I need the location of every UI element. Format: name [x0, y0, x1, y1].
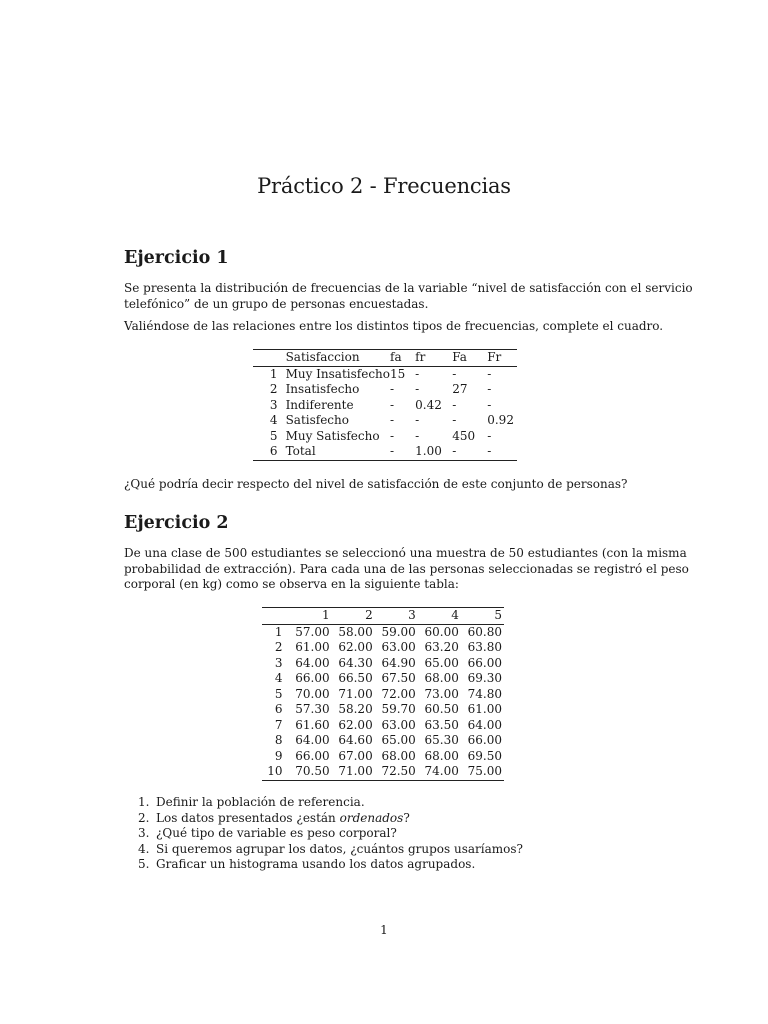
table-cell: 68.00 [381, 748, 416, 763]
table-cell: 15 [390, 366, 406, 381]
table-row [262, 764, 504, 780]
item-text: Graficar un histograma usando los datos agrupados. [156, 857, 476, 871]
table-cell: 59.70 [381, 702, 416, 716]
list-item [138, 811, 523, 827]
table-cell: - [452, 444, 457, 458]
table-cell: 8 [274, 733, 283, 747]
header-cell: 4 [451, 608, 459, 622]
table-cell: - [487, 366, 492, 381]
intro-line: telefónico” de un grupo de personas encuestadas. [124, 296, 429, 311]
table-cell: 65.00 [381, 733, 416, 747]
table-cell: 64.30 [338, 655, 373, 670]
table-cell: Indiferente [285, 397, 354, 412]
table-cell: - [487, 444, 492, 458]
table-cell: - [452, 397, 457, 412]
table-cell: 60.80 [467, 624, 502, 639]
table-header-row [262, 608, 504, 625]
header-cell [262, 608, 289, 625]
table-cell: - [390, 444, 395, 458]
table-cell: 7 [274, 717, 283, 732]
page-number: 1 [380, 923, 388, 937]
table-cell: 5 [274, 686, 283, 701]
list-item [138, 842, 523, 858]
table-cell: 63.00 [381, 640, 416, 654]
header-cell: fa [390, 350, 402, 364]
table-cell: 57.30 [295, 702, 330, 716]
exercise-1-intro [124, 281, 693, 312]
table-cell: Insatisfecho [285, 382, 360, 396]
table-cell: 73.00 [424, 686, 459, 701]
table-cell: 70.00 [295, 686, 330, 701]
item-text: Si queremos agrupar los datos, ¿cuántos grupos usaríamos? [156, 841, 523, 856]
table-cell: - [415, 382, 420, 396]
table-cell: - [390, 382, 395, 396]
table-cell: 2 [274, 640, 283, 654]
table-header-row [253, 350, 517, 367]
table-cell: 66.00 [295, 748, 330, 763]
table-cell: Satisfecho [285, 413, 349, 427]
table-cell: - [415, 413, 420, 427]
table-cell: 59.00 [381, 624, 416, 639]
table-cell: 64.60 [338, 733, 373, 747]
table-cell: 3 [274, 655, 283, 670]
table-cell: 6 [269, 444, 278, 458]
table-cell: Total [285, 444, 316, 458]
table-cell: 69.30 [467, 671, 502, 685]
table-row [262, 640, 504, 656]
table-cell: 69.50 [467, 748, 502, 763]
table-cell: 27 [452, 382, 468, 396]
table-cell: 64.00 [295, 655, 330, 670]
exercise-1-question [124, 477, 646, 493]
table-cell: 0.42 [415, 397, 442, 412]
item-number: 2. [138, 810, 150, 825]
table-cell: 60.50 [424, 702, 459, 716]
table-cell: 71.00 [338, 686, 373, 701]
table-cell: - [487, 382, 492, 396]
table-cell: 1.00 [415, 444, 442, 458]
table-cell: 66.00 [467, 655, 502, 670]
table-cell: 66.00 [467, 733, 502, 747]
table-cell: 57.00 [295, 624, 330, 639]
table-row [253, 444, 517, 460]
table-cell: 450 [452, 428, 476, 443]
exercise-1-instruction [124, 319, 664, 335]
table-cell: - [487, 428, 492, 443]
header-cell: fr [415, 350, 426, 364]
instruction-line: Valiéndose de las relaciones entre los distintos tipos de frecuencias, complete el cuadro. [124, 319, 664, 333]
exercise-2-heading: Ejercicio 2 [124, 513, 229, 533]
table-cell: 3 [269, 397, 278, 412]
table-cell: 63.20 [424, 640, 459, 654]
table-cell: - [415, 366, 420, 381]
page-title: Práctico 2 - Frecuencias [257, 174, 511, 198]
table-row [253, 382, 517, 398]
list-item [138, 857, 523, 873]
table-cell: 60.00 [424, 624, 459, 639]
table-cell: 68.00 [424, 748, 459, 763]
intro-line: probabilidad de extracción). Para cada una de las personas seleccionadas se registró el peso [124, 561, 689, 576]
header-cell: Fr [487, 350, 502, 364]
table-cell: 67.50 [381, 671, 416, 685]
intro-line: corporal (en kg) como se observa en la siguiente tabla: [124, 577, 459, 591]
table-cell: 62.00 [338, 640, 373, 654]
header-cell: 1 [321, 608, 330, 622]
table-cell: 6 [274, 702, 283, 716]
table-cell: 0.92 [487, 413, 514, 427]
table-cell: 63.00 [381, 717, 416, 732]
item-text: ? [403, 810, 410, 825]
table-cell: 9 [274, 748, 283, 763]
item-number: 4. [138, 841, 150, 856]
satisfaction-table [253, 349, 517, 461]
header-cell: 5 [494, 608, 502, 622]
item-number: 1. [138, 795, 150, 809]
table-cell: 67.00 [338, 748, 373, 763]
table-cell: 63.50 [424, 717, 459, 732]
table-row [262, 687, 504, 703]
table-row [262, 749, 504, 765]
table-row [253, 413, 517, 429]
exercise-2-questions [138, 795, 523, 873]
table-cell: 75.00 [467, 764, 502, 778]
table-cell: 2 [269, 382, 278, 396]
item-number: 3. [138, 826, 150, 840]
intro-line: Se presenta la distribución de frecuencias de la variable “nivel de satisfacción con el servicio [124, 281, 693, 295]
header-cell [253, 350, 286, 367]
table-cell: 58.00 [338, 624, 373, 639]
table-cell: 58.20 [338, 702, 373, 716]
table-cell: 61.60 [295, 717, 330, 732]
table-cell: Muy Insatisfecho [285, 366, 390, 381]
table-cell: 70.50 [295, 764, 330, 778]
item-text: ¿Qué tipo de variable es peso corporal? [156, 826, 397, 840]
table-cell: 72.00 [381, 686, 416, 701]
list-item [138, 826, 523, 842]
table-row [262, 624, 504, 640]
table-cell: 61.00 [467, 702, 502, 716]
table-cell: - [390, 397, 395, 412]
exercise-1-heading: Ejercicio 1 [124, 248, 229, 268]
table-cell: 64.90 [381, 655, 416, 670]
table-cell: 4 [274, 671, 283, 685]
item-text: Definir la población de referencia. [156, 795, 365, 809]
intro-line: De una clase de 500 estudiantes se seleccionó una muestra de 50 estudiantes (con la misma [124, 546, 687, 560]
table-row [262, 718, 504, 734]
table-cell: 66.00 [295, 671, 330, 685]
table-cell: 65.30 [424, 733, 459, 747]
header-cell: Fa [452, 350, 467, 364]
item-emphasis: ordenados [339, 810, 404, 825]
table-cell: 68.00 [424, 671, 459, 685]
table-cell: 62.00 [338, 717, 373, 732]
table-cell: - [487, 397, 492, 412]
table-cell: 63.80 [467, 640, 502, 654]
table-row [262, 702, 504, 718]
table-cell: 1 [274, 624, 283, 639]
table-cell: - [390, 428, 395, 443]
table-row [262, 671, 504, 687]
table-cell: 10 [267, 764, 283, 778]
table-cell: Muy Satisfecho [285, 428, 380, 443]
table-row [253, 366, 517, 382]
header-cell: Satisfaccion [285, 350, 360, 364]
table-cell: 5 [269, 428, 278, 443]
table-cell: - [390, 413, 395, 427]
table-cell: 74.80 [467, 686, 502, 701]
table-cell: - [452, 413, 457, 427]
table-cell: 66.50 [338, 671, 373, 685]
weight-table [262, 607, 504, 781]
exercise-2-intro [124, 546, 689, 593]
header-cell: 3 [408, 608, 416, 622]
table-cell: 61.00 [295, 640, 330, 654]
table-cell: 71.00 [338, 764, 373, 778]
list-item [138, 795, 523, 811]
header-cell: 2 [365, 608, 373, 622]
item-number: 5. [138, 857, 150, 871]
table-cell: 65.00 [424, 655, 459, 670]
table-cell: 74.00 [424, 764, 459, 778]
table-cell: 4 [269, 413, 278, 427]
item-text: Los datos presentados ¿están [156, 810, 340, 825]
table-row [262, 656, 504, 672]
question-line: ¿Qué podría decir respecto del nivel de satisfacción de este conjunto de personas? [124, 477, 628, 491]
table-cell: 72.50 [381, 764, 416, 778]
table-row [253, 398, 517, 414]
table-cell: - [415, 428, 420, 443]
table-cell: 64.00 [295, 733, 330, 747]
table-cell: 64.00 [467, 717, 502, 732]
table-row [262, 733, 504, 749]
table-row [253, 429, 517, 445]
table-cell: 1 [269, 366, 278, 381]
table-cell: - [452, 366, 457, 381]
